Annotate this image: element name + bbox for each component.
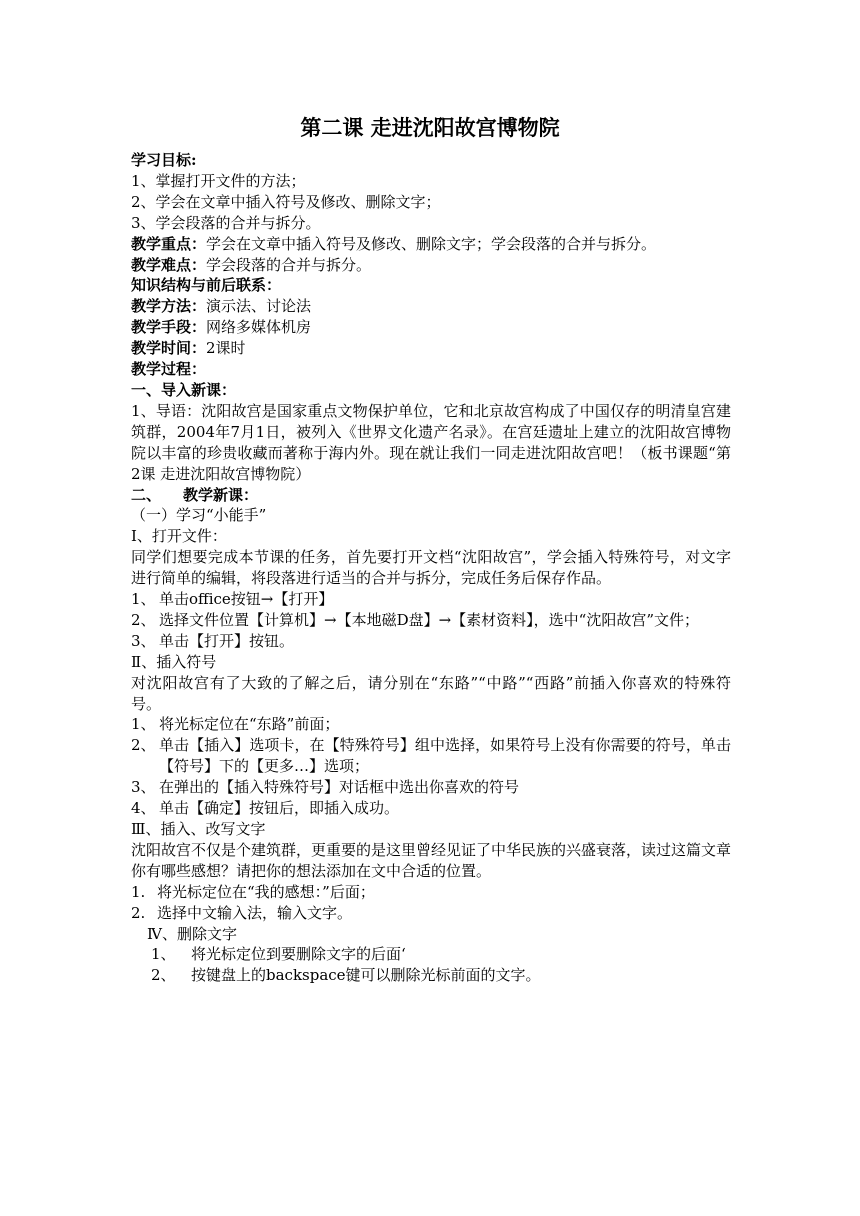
section1-heading: 一、导入新课：: [131, 380, 237, 399]
list-num: 1、: [131, 715, 156, 734]
means-row: [131, 317, 731, 338]
section2-num: 二、: [131, 485, 162, 504]
list-num: 2.: [131, 903, 146, 922]
objective-item: 1、掌握打开文件的方法；: [131, 171, 306, 190]
list-text: 将光标定位在“我的感想：”后面；: [157, 882, 375, 901]
part1-heading: Ⅰ、打开文件：: [131, 527, 227, 546]
list-item: [131, 798, 731, 819]
list-item: [131, 944, 731, 965]
list-text: 单击【确定】按钮后，即插入成功。: [159, 799, 400, 818]
list-text: 单击office按钮→【打开】: [159, 590, 334, 609]
list-item: [131, 965, 731, 986]
time-row: [131, 338, 731, 359]
list-num: 2、: [131, 610, 156, 629]
page-title: 第二课 走进沈阳故宫博物院: [300, 115, 560, 140]
key-point-row: [131, 234, 731, 255]
list-num: 2、: [151, 966, 176, 985]
time-label: 教学时间：: [131, 339, 207, 358]
difficulty-row: [131, 255, 731, 276]
list-num: 2、: [131, 736, 156, 755]
list-item: [131, 903, 731, 924]
list-num: 1、: [131, 590, 156, 609]
list-num: 3、: [131, 778, 156, 797]
list-item: [131, 610, 731, 631]
list-num: 1.: [131, 882, 146, 901]
list-text: 将光标定位到要删除文字的后面‘: [191, 945, 406, 964]
method-text: 演示法、讨论法: [206, 297, 312, 316]
structure-label: 知识结构与前后联系：: [131, 276, 282, 295]
difficulty-label: 教学难点：: [131, 255, 207, 274]
list-item: [131, 777, 731, 798]
list-text: 单击【打开】按钮。: [159, 631, 295, 650]
section1-text: 1、导语：沈阳故宫是国家重点文物保护单位，它和北京故宫构成了中国仅存的明清皇宫建筑群，2004年7月1日，被列入《世界文化遗产名录》。在宫廷遗址上建立的沈阳故宫博物院以丰富的珍贵收藏而著称于海内外。现在就让我们一同走进沈阳故宫吧！（板书课题“第2课 走进沈阳故宫博物院）: [131, 401, 731, 483]
list-text: 将光标定位在“东路”前面；: [159, 715, 340, 734]
part2-heading: Ⅱ、插入符号: [131, 652, 217, 671]
list-num: 1、: [151, 945, 176, 964]
objective-item: 2、学会在文章中插入符号及修改、删除文字；: [131, 192, 441, 211]
list-num: 4、: [131, 799, 156, 818]
part3-heading: Ⅲ、插入、改写文字: [131, 820, 266, 838]
list-item: [131, 882, 731, 903]
list-text: 单击【插入】选项卡，在【特殊符号】组中选择，如果符号上没有你需要的符号，单击【符号】下的【更多…】选项；: [159, 736, 731, 776]
means-text: 网络多媒体机房: [206, 318, 312, 337]
means-label: 教学手段：: [131, 318, 207, 337]
time-text: 2课时: [206, 339, 246, 358]
part1-intro: 同学们想要完成本节课的任务，首先要打开文档“沈阳故宫”，学会插入特殊符号，对文字进行简单的编辑，将段落进行适当的合并与拆分，完成任务后保存作品。: [131, 548, 731, 588]
list-text: 按键盘上的backspace键可以删除光标前面的文字。: [191, 966, 541, 985]
process-label: 教学过程：: [131, 360, 207, 379]
part2-intro: 对沈阳故宫有了大致的了解之后，请分别在“东路”“中路”“西路”前插入你喜欢的特殊符号。: [131, 673, 731, 713]
list-item: [131, 714, 731, 735]
section2-title: 教学新课：: [183, 485, 259, 504]
difficulty-text: 学会段落的合并与拆分。: [206, 255, 372, 274]
part4-heading: Ⅳ、删除文字: [147, 924, 237, 943]
document-body: [131, 150, 731, 986]
list-text: 在弹出的【插入特殊符号】对话框中选出你喜欢的符号: [159, 778, 520, 797]
section2-heading: [131, 485, 731, 506]
key-point-text: 学会在文章中插入符号及修改、删除文字；学会段落的合并与拆分。: [206, 234, 657, 253]
key-point-label: 教学重点：: [131, 234, 207, 253]
section2-sub: （一）学习“小能手”: [131, 506, 267, 525]
list-item: [131, 589, 731, 610]
method-row: [131, 296, 731, 317]
list-text: 选择文件位置【计算机】→【本地磁D盘】→【素材资料】，选中“沈阳故宫”文件；: [159, 610, 700, 629]
part3-intro: 沈阳故宫不仅是个建筑群，更重要的是这里曾经见证了中华民族的兴盛衰落，读过这篇文章你有哪些感想？请把你的想法添加在文中合适的位置。: [131, 840, 732, 880]
list-item: [131, 631, 731, 652]
structure-row: [131, 275, 731, 296]
list-item: [131, 735, 731, 777]
objective-item: 3、学会段落的合并与拆分。: [131, 213, 321, 232]
method-label: 教学方法：: [131, 297, 207, 316]
objectives-label: 学习目标:: [131, 151, 197, 169]
list-num: 3、: [131, 631, 156, 650]
list-text: 选择中文输入法，输入文字。: [157, 903, 353, 922]
